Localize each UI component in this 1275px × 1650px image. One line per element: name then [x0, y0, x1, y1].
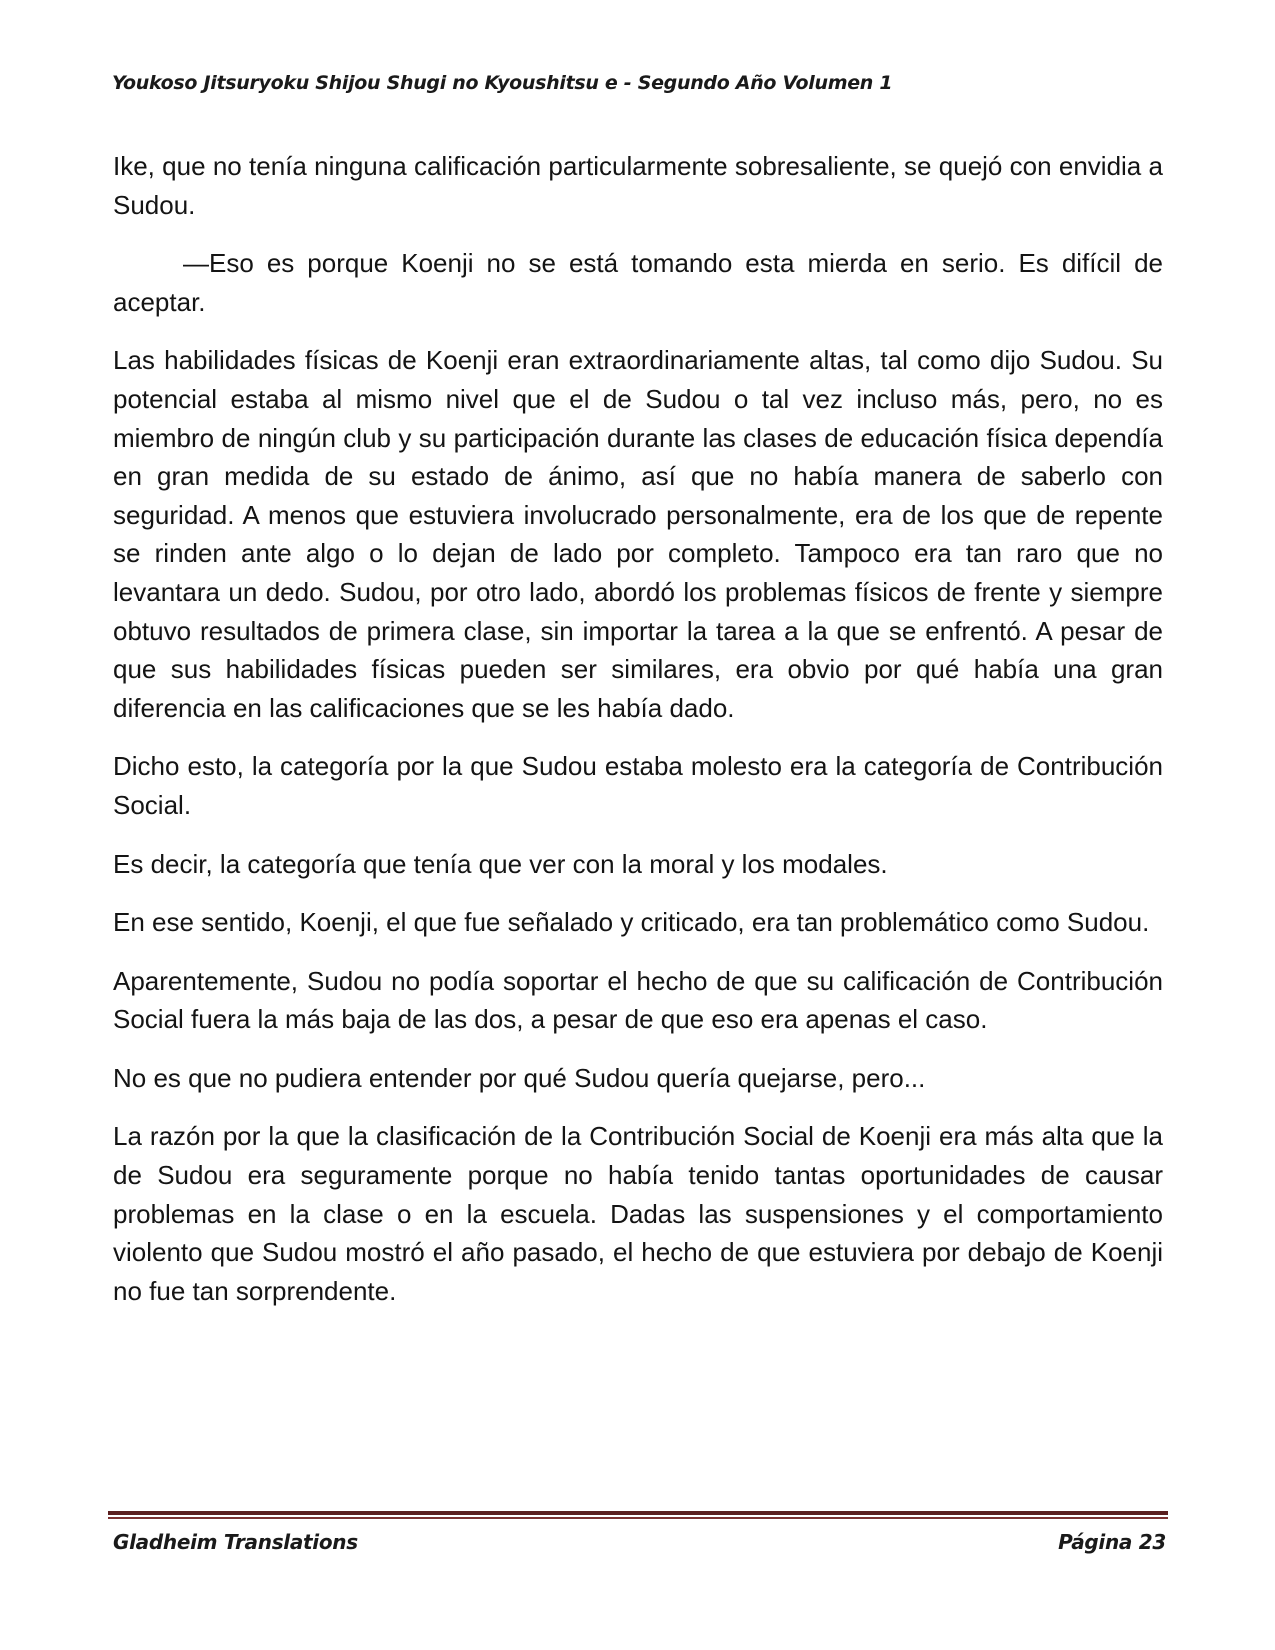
paragraph-4: Dicho esto, la categoría por la que Sudou estaba molesto era la categoría de Contribución Social. — [113, 751, 1163, 820]
paragraph-9: La razón por la que la clasificación de la Contribución Social de Koenji era más alta que la de Sudou era seguramente porque no había tenido tantas oportunidades de causar problemas en la clase o en la escuela. Dadas las suspensiones y el comportamiento violento que Sudou mostró el año pasado, el hecho de que estuviera por debajo de Koenji no fue tan sorprendente. — [113, 1121, 1163, 1306]
page-body — [113, 147, 1163, 1330]
running-header: Youkoso Jitsuryoku Shijou Shugi no Kyoushitsu e - Segundo Año Volumen 1 — [112, 72, 893, 94]
footer-divider-thin — [108, 1517, 1168, 1519]
paragraph-3: Las habilidades físicas de Koenji eran extraordinariamente altas, tal como dijo Sudou. Su potencial estaba al mismo nivel que el de Sudou o tal vez incluso más, pero, no es miembro de ningún club y su participación durante las clases de educación física dependía en gran medida de su estado de ánimo, así que no había manera de saberlo con seguridad. A menos que estuviera involucrado personalmente, era de los que de repente se rinden ante algo o lo dejan de lado por completo. Tampoco era tan raro que no levantara un dedo. Sudou, por otro lado, abordó los problemas físicos de frente y siempre obtuvo resultados de primera clase, sin importar la tarea a la que se enfrentó. A pesar de que sus habilidades físicas pueden ser similares, era obvio por qué había una gran diferencia en las calificaciones que se les había dado. — [113, 345, 1163, 723]
paragraph-5: Es decir, la categoría que tenía que ver con la moral y los modales. — [113, 848, 888, 879]
page-number: Página 23 — [1058, 1530, 1166, 1554]
paragraph-1: Ike, que no tenía ninguna calificación particularmente sobresaliente, se quejó con envidia a Sudou. — [113, 151, 1163, 220]
paragraph-2-dialogue: —Eso es porque Koenji no se está tomando esta mierda en serio. Es difícil de aceptar. — [113, 248, 1163, 317]
footer-divider — [108, 1511, 1168, 1519]
footer-credit: Gladheim Translations — [113, 1530, 358, 1554]
paragraph-7: Aparentemente, Sudou no podía soportar el hecho de que su calificación de Contribución Social fuera la más baja de las dos, a pesar de que eso era apenas el caso. — [113, 965, 1163, 1035]
page-footer — [113, 1530, 1166, 1554]
paragraph-8: No es que no pudiera entender por qué Sudou quería quejarse, pero... — [113, 1062, 926, 1093]
paragraph-6: En ese sentido, Koenji, el que fue señalado y criticado, era tan problemático como Sudou. — [113, 907, 1150, 938]
